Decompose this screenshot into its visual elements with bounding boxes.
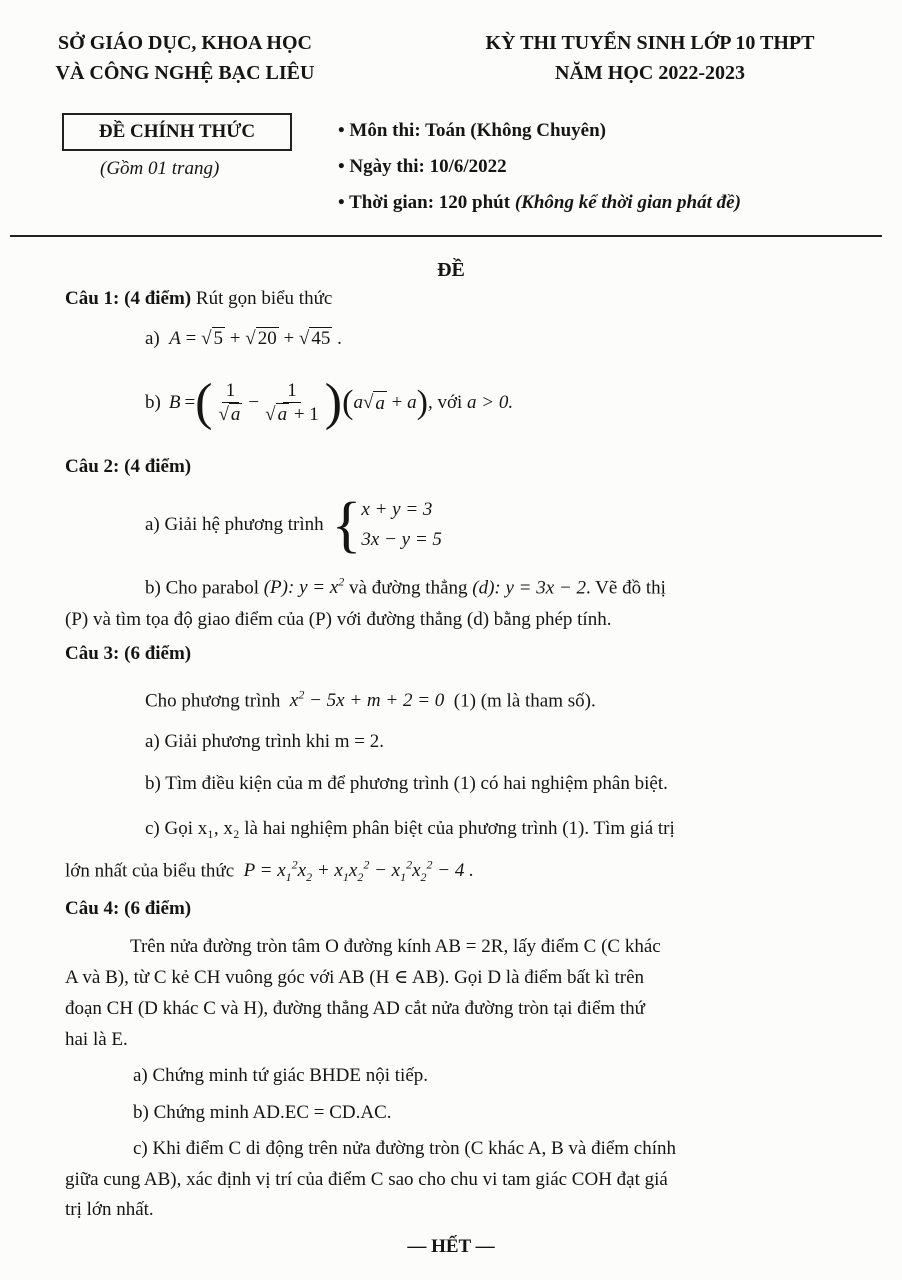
question-4c-line-3: trị lớn nhất. [65,1199,154,1220]
question-3b: b) Tìm điều kiện của m để phương trình (1) có hai nghiệm phân biệt. [145,773,668,794]
question-4-intro-3: đoạn CH (D khác C và H), đường thẳng AD cắt nửa đường tròn tại điểm thứ [65,998,645,1019]
question-1-intro: Rút gọn biểu thức [195,288,333,309]
question-4c-line-1: c) Khi điểm C di động trên nửa đường tròn (C khác A, B và điểm chính [133,1138,677,1159]
question-4-label: Câu 4: (6 điểm) [65,898,192,919]
question-1b: b) B = ( $\frac{1}{√ a}$ − $\frac{1}{√ a + 1}$ ) ( a √ a + a ) , với a > 0. [145,374,514,431]
exam-subject: • Môn thi: Toán (Không Chuyên) [338,119,606,143]
formula-B: B [168,392,181,413]
question-2b-line-1: b) Cho parabol (P): $y = x^2$ và đường thẳng (d): y = 3x − 2. Vẽ đồ thị [145,575,666,599]
formula-A: A [164,328,181,349]
exam-title: ĐỀ [437,259,465,281]
pages-note: (Gồm 01 trang) [100,158,220,179]
system-eq-2: 3x − y = 5 [361,529,442,550]
question-2b-line-2: (P) và tìm tọa độ giao điểm của (P) với đường thẳng (d) bằng phép tính. [65,609,612,630]
official-label-box [62,113,292,151]
header-divider [10,235,882,237]
question-3a: a) Giải phương trình khi m = 2. [145,731,384,752]
system-eq-1: x + y = 3 [361,499,433,520]
question-3-intro: Cho phương trình $x^2 - 5x + m + 2 = 0$ (1) (m là tham số). [145,688,596,712]
question-4-intro-4: hai là E. [65,1029,128,1050]
question-1 [65,287,865,311]
question-3-label: Câu 3: (6 điểm) [65,643,192,664]
question-3c-line-1: c) Gọi x₁, x₂ là hai nghiệm phân biệt của phương trình (1). Tìm giá trị [145,818,675,839]
question-4-intro-2: A và B), từ C kẻ CH vuông góc với AB (H ∈ AB). Gọi D là điểm bất kì trên [65,967,645,988]
question-4c-line-2: giữa cung AB), xác định vị trí của điểm C sao cho chu vi tam giác COH đạt giá [65,1169,668,1190]
department-line-2: VÀ CÔNG NGHỆ BẠC LIÊU [55,62,315,84]
exam-date: • Ngày thi: 10/6/2022 [338,155,507,179]
department-line-1: SỞ GIÁO DỤC, KHOA HỌC [58,32,312,54]
question-4-intro-1: Trên nửa đường tròn tâm O đường kính AB = 2R, lấy điểm C (C khác [130,936,661,957]
exam-time: • Thời gian: 120 phút (Không kể thời gian phát đề) [338,191,741,215]
question-1a: a) A = √ 5 + √ 20 + √ 45 . [145,328,342,349]
department-name [20,28,350,88]
exam-line-1: KỲ THI TUYỂN SINH LỚP 10 THPT [485,32,815,54]
question-4b: b) Chứng minh AD.EC = CD.AC. [133,1102,392,1123]
question-2a: a) Giải hệ phương trình { x + y = 3 3x − y = 5 [145,491,442,559]
exam-name [430,28,870,88]
question-4a: a) Chứng minh tứ giác BHDE nội tiếp. [133,1065,429,1086]
question-3c-line-2: lớn nhất của biểu thức $P = x_1^2x_2 + x_1x_2^2 - x_1^2x_2^2 - 4$ . [65,858,474,885]
official-label: ĐỀ CHÍNH THỨC [98,121,256,142]
exam-line-2: NĂM HỌC 2022-2023 [555,62,745,84]
question-2-label: Câu 2: (4 điểm) [65,456,192,477]
question-1-label: Câu 1: (4 điểm) [65,288,192,309]
end-marker: — HẾT — [407,1236,495,1257]
